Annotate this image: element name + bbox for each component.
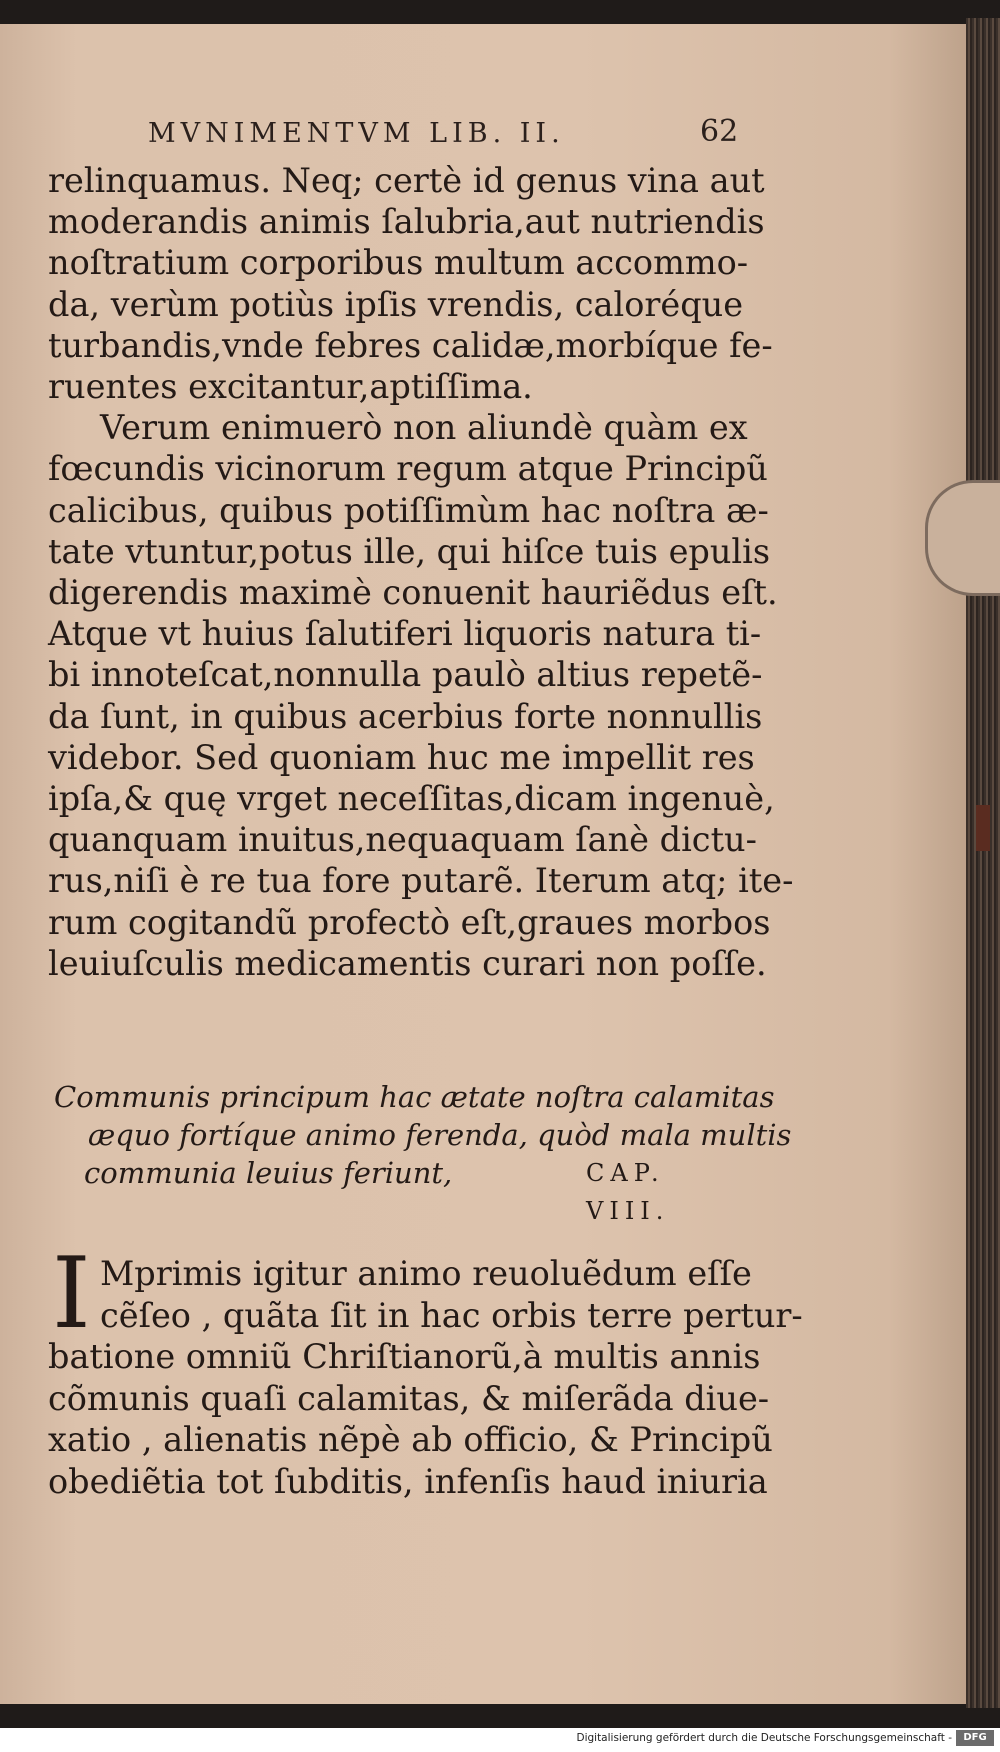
text-line: videbor. Sed quoniam huc me impellit res: [48, 737, 755, 777]
text-line: relinquamus. Neq; certè id genus vina aut: [48, 161, 765, 200]
text-line: da ſunt, in quibus acerbius forte nonnullis: [48, 696, 763, 736]
text-line: Atque vt huius ſalutiferi liquoris natura ti-: [48, 614, 762, 654]
body-text: [48, 160, 794, 984]
text-line: Mprimis igitur animo reuoluẽdum eſſe: [100, 1254, 752, 1293]
text-line: quanquam inuitus,nequaquam ſanè dictu-: [48, 820, 757, 860]
text-line: ipſa,& quę vrget neceſſitas,dicam ingenuè,: [48, 779, 775, 819]
text-line: da, verùm potiùs ipſis vrendis, caloréque: [48, 284, 744, 324]
text-line: turbandis,vnde febres calidæ,morbíque fe-: [48, 325, 773, 365]
text-line: rum cogitandũ profectò eſt,graues morbos: [48, 902, 771, 942]
text-line: bi innoteſcat,nonnulla paulò altius repetẽ-: [48, 655, 763, 695]
footer-bar: [0, 1728, 1000, 1752]
drop-cap: I: [52, 1237, 91, 1351]
text-line: moderandis animis ſalubria,aut nutriendis: [48, 202, 765, 242]
chapter-heading-line: communia leuius feriunt,: [84, 1156, 453, 1190]
page-edges: [966, 18, 1000, 1708]
text-line: rus,niſi è re tua fore putarẽ. Iterum atq; ite-: [48, 861, 794, 901]
text-line: noſtratium corporibus multum accommo-: [48, 243, 749, 283]
text-line: cẽſeo , quãta ſit in hac orbis terre pertur-: [100, 1295, 803, 1335]
text-line: xatio , alienatis nẽpè ab officio, & Principũ: [48, 1420, 773, 1459]
funding-credit: Digitalisierung gefördert durch die Deutsche Forschungsgemeinschaft -: [576, 1732, 952, 1744]
text-line: digerendis maximè conuenit hauriẽdus eſt.: [48, 573, 778, 613]
text-line: cõmunis quaſi calamitas, & miſerãda diue-: [48, 1378, 770, 1418]
text-line: tate vtuntur,potus ille, qui hiſce tuis epulis: [48, 531, 771, 571]
page-clip: [925, 480, 1000, 596]
dfg-logo: DFG: [956, 1730, 994, 1746]
text-line: leuiuſculis medicamentis curari non poſſe.: [48, 943, 767, 983]
chapter-heading: [54, 1078, 792, 1225]
chapter-number: CAP. VIII.: [586, 1159, 670, 1225]
text-line: calicibus, quibus potiſſimùm hac noſtra æ-: [48, 490, 769, 530]
page-header: [0, 114, 960, 158]
text-line: ruentes excitantur,aptiſſima.: [48, 367, 533, 407]
text-line: Verum enimuerò non aliundè quàm ex: [100, 408, 748, 448]
text-line: batione omniũ Chriſtianorũ,à multis annis: [48, 1337, 761, 1376]
running-head: MVNIMENTVM LIB. II.: [148, 118, 565, 149]
chapter-heading-line: æquo fortíque animo ferenda, quòd mala multis: [88, 1118, 792, 1152]
text-line: obediẽtia tot ſubditis, infenſis haud iniuria: [48, 1461, 768, 1501]
chapter-heading-line: Communis principum hac ætate noſtra calamitas: [54, 1080, 775, 1114]
page-number: 62: [700, 114, 739, 149]
chapter-text: [48, 1253, 803, 1502]
text-line: fœcundis vicinorum regum atque Principũ: [48, 449, 768, 489]
bookmark-tab: [976, 805, 990, 851]
